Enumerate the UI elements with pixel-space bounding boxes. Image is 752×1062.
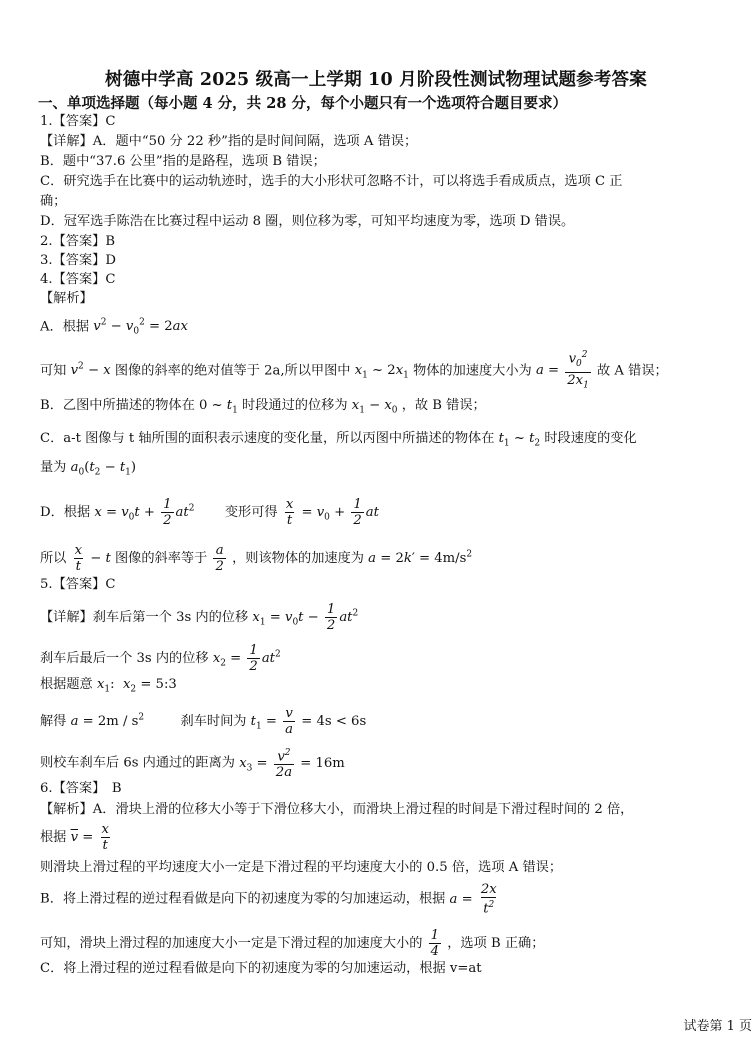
q4-a-interval: $x_1$ ~ $2x_1$ <box>354 363 409 381</box>
q4-a-formula: $v^2 - v_0^2 = 2ax$ <box>93 318 188 338</box>
q4-option-b <box>40 397 738 420</box>
q6-analysis-a-conclusion: 则滑块上滑过程的平均速度大小一定是下滑过程的平均速度大小的 0.5 倍，选项 A 错误； <box>40 860 563 875</box>
q4-b-2: 时段通过的位移为 <box>242 398 348 413</box>
q4-c-3: 量为 <box>40 460 67 475</box>
q4-a-graph-formula: $v^2 - x$ <box>70 361 111 379</box>
q4-d-formula-2: $\frac{x}{t}$ = $v_0$ + $\frac{1}{2}$ at <box>285 497 379 528</box>
q4-option-d-conclusion <box>40 543 738 574</box>
q4-a-concl-2: 图像的斜率的绝对值等于 2a,所以甲图中 <box>114 363 351 379</box>
q4-b-interval: 0 ~ $t_1$ <box>198 398 238 416</box>
q6-analysis-b-conclusion <box>40 928 738 959</box>
q4-d-1: D．根据 <box>40 505 91 520</box>
q5-d3-ratio: $x_1$: $x_2$ = 5:3 <box>96 677 177 695</box>
q3-answer: 3.【答案】D <box>40 253 116 268</box>
q4-c-interval: $t_1$ ~ $t_2$ <box>498 431 541 449</box>
q4-d-5: ，则该物体的加速度为 <box>232 551 364 566</box>
q5-d5-text: 则校车刹车后 6s 内通过的距离为 <box>40 755 235 771</box>
q4-d-4: 图像的斜率等于 <box>114 551 208 566</box>
q5-detail-1 <box>40 602 738 633</box>
q4-d-3: 所以 <box>40 551 67 566</box>
q4-d-slope: $\frac{a}{2}$ <box>215 543 224 574</box>
q4-d-result: $a = 2k' = 4m/s^2$ <box>368 549 473 566</box>
q4-d-graph: $\frac{x}{t}$ − t <box>74 543 111 574</box>
q6-b-concl-2: ，选项 B 正确； <box>447 936 545 951</box>
q5-detail-3 <box>40 676 738 699</box>
q5-d1-formula: $x_1 = v_0t$ − $\frac{1}{2}$ $at^2$ <box>252 602 359 633</box>
q4-d-2: 变形可得 <box>224 505 278 520</box>
q5-d2-text: 刹车后最后一个 3s 内的位移 <box>40 651 209 666</box>
q5-d4-text-2: 刹车时间为 <box>180 714 247 729</box>
q4-c-1: C．a-t 图像与 t 轴所围的面积表示速度的变化量，所以丙图中所描述的物体在 <box>40 431 495 446</box>
q6-analysis-a: 【解析】A．滑块上滑的位移大小等于下滑位移大小，而滑块上滑过程的时间是下滑过程时间的 2 倍， <box>40 802 634 817</box>
q4-d-formula: $x = v_0t$ + $\frac{1}{2}$ $at^2$ <box>94 497 195 528</box>
q4-b-1: B．乙图中所描述的物体在 <box>40 398 195 413</box>
q6-b-formula: a = $\frac{2x}{t^2}$ <box>449 882 497 917</box>
q4-b-displacement: $x_1 - x_0$ <box>351 398 398 416</box>
q5-answer: 5.【答案】C <box>40 577 116 592</box>
q4-c-2: 时段速度的变化 <box>544 431 637 446</box>
q6-answer: 6.【答案】 B <box>40 781 122 796</box>
q1-detail-b: B．题中“37.6 公里”指的是路程，选项 B 错误； <box>40 154 326 169</box>
q5-detail-4 <box>40 706 738 737</box>
q1-detail-a: 【详解】A．题中“50 分 22 秒”指的是时间间隔，选项 A 错误； <box>40 134 418 149</box>
q5-d2-formula: $x_2$ = $\frac{1}{2}$ $at^2$ <box>212 643 281 674</box>
q5-d5-distance: $x_3$ = $\frac{v^2}{2a}$ = 16m <box>239 748 345 781</box>
q6-analysis-a-cont <box>40 822 738 853</box>
q1-detail-c-cont: 确； <box>40 194 67 209</box>
q5-detail-5 <box>40 746 738 780</box>
q6-analysis-b <box>40 882 738 916</box>
q6-analysis-c: C．将上滑过程的逆过程看做是向下的初速度为零的匀加速运动，根据 v=at <box>40 961 482 976</box>
q4-option-a-conclusion <box>40 348 738 394</box>
q5-d4-time: $t_1$ = $\frac{v}{a}$ = 4s < 6s <box>250 706 367 737</box>
q4-a-text: A．根据 <box>40 319 90 335</box>
q6-b-concl-1: 可知，滑块上滑过程的加速度大小一定是下滑过程的加速度大小的 <box>40 936 423 951</box>
q4-option-d <box>40 497 738 528</box>
q6-b-text: B．将上滑过程的逆过程看做是向下的初速度为零的匀加速运动，根据 <box>40 891 446 907</box>
q4-a-accel-formula: a = $\frac{v_0^2}{2x_1}$ <box>536 363 593 378</box>
q2-answer: 2.【答案】B <box>40 234 116 249</box>
q4-a-concl-4: 故 A 错误； <box>597 363 668 379</box>
q4-option-c <box>40 430 738 453</box>
q5-detail-2 <box>40 643 738 674</box>
q4-b-3: ，故 B 错误； <box>401 398 486 413</box>
q4-a-concl-1: 可知 <box>40 363 67 379</box>
q6-b-fraction: $\frac{1}{4}$ <box>430 928 440 959</box>
q4-c-formula: $a_0(t_2 - t_1)$ <box>70 460 137 478</box>
q1-detail-d: D．冠军选手陈浩在比赛过程中运动 8 圈，则位移为零，可知平均速度为零，选项 D 错误。 <box>40 214 575 229</box>
q6-a-text: 根据 <box>40 830 67 845</box>
q4-option-c-cont <box>40 459 738 482</box>
q5-d4-accel: $a = 2m / s^2$ <box>70 712 145 729</box>
page-footer: 试卷第 1 页 <box>683 1019 752 1034</box>
page-title: 树德中学高 2025 级高一上学期 10 月阶段性测试物理试题参考答案 <box>105 70 647 90</box>
q5-d4-text: 解得 <box>40 714 67 729</box>
q5-d3-text: 根据题意 <box>40 677 93 692</box>
q1-answer: 1.【答案】C <box>40 114 116 129</box>
q6-a-formula: $\overline{v}$ = $\frac{x}{t}$ <box>70 822 109 853</box>
section-heading: 一、单项选择题（每小题 4 分，共 28 分，每个小题只有一个选项符合题目要求） <box>38 95 567 112</box>
q4-answer: 4.【答案】C <box>40 272 116 287</box>
q1-detail-c: C．研究选手在比赛中的运动轨迹时，选手的大小形状可忽略不计，可以将选手看成质点，选项 C 正 <box>40 174 623 189</box>
q4-analysis-label: 【解析】 <box>40 291 93 306</box>
q4-option-a <box>40 314 738 341</box>
q5-d1-text: 【详解】刹车后第一个 3s 内的位移 <box>40 610 249 625</box>
q4-a-concl-3: 物体的加速度大小为 <box>413 363 532 379</box>
